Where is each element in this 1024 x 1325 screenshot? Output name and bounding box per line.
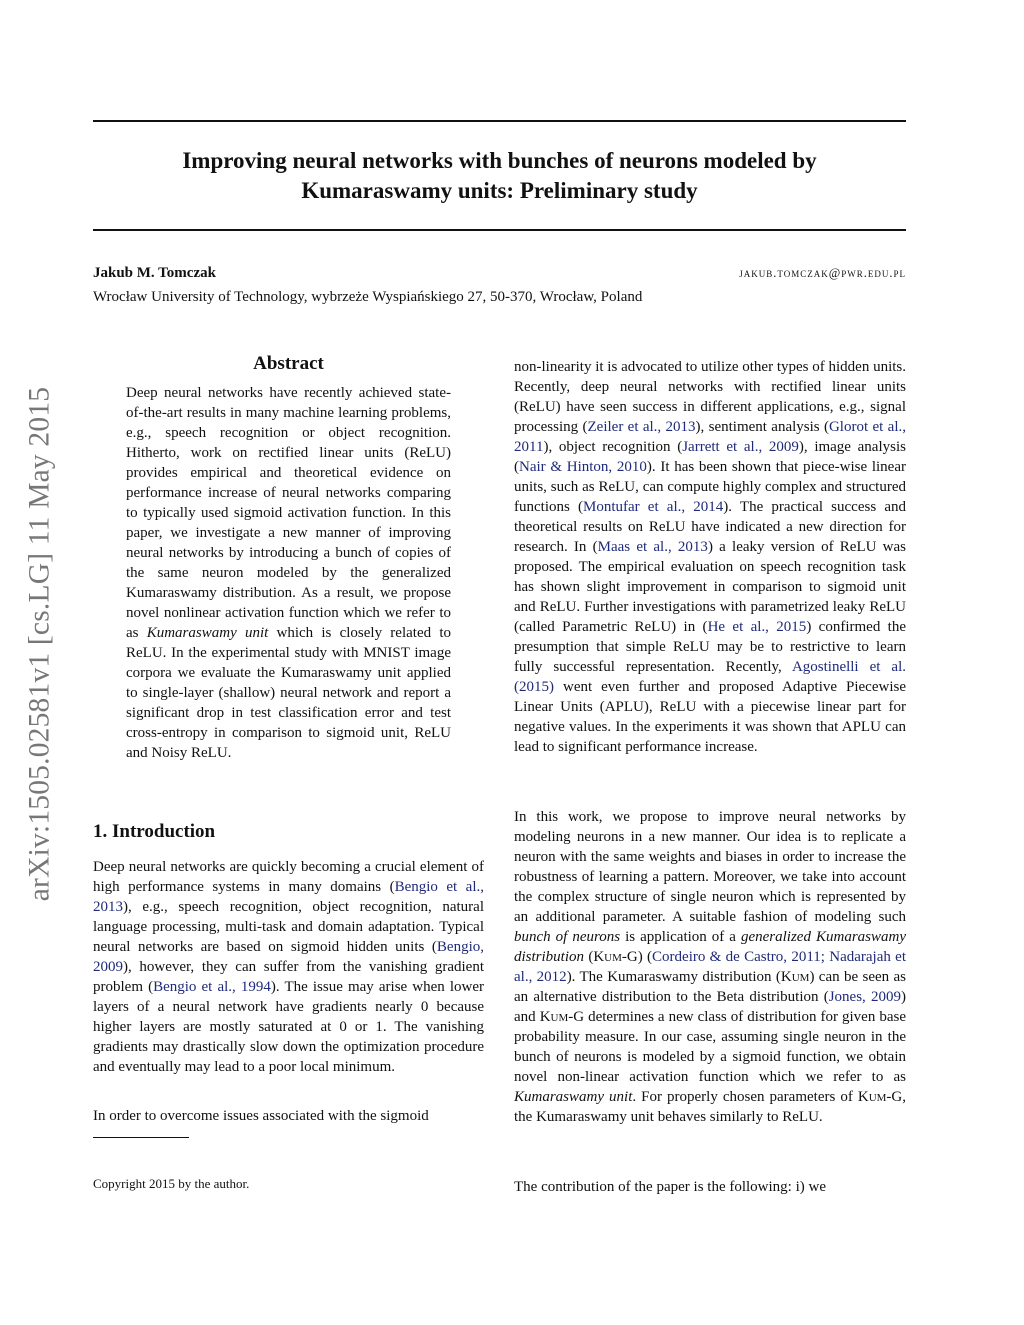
citation-link[interactable]: Cordeiro & de Castro, 2011; Nadarajah et al., 2012 [514,949,907,985]
citation-link[interactable]: Jarrett et al., 2009 [682,439,799,455]
paper-title [93,146,906,206]
right-paragraph-2: In this work, we propose to improve neural networks by modeling neurons in a new manner. Our idea is to replicate a neuron with the same weights and biases in order to increase the robustness of learning a pattern. Moreover, we take into account the complex structure of single neuron which is represented by an additional parameter. A suitable fashion of modeling such bunch of neurons is application of a generalized Kumaraswamy distribution (Kum-G) (Cordeiro & de Castro, 2011; Nadarajah et al., 2012). The Kumaraswamy distribution (Kum) can be seen as an alternative distribution to the Beta distribution (Jones, 2009) and Kum-G determines a new class of distribution for given base probability measure. In our case, assuming single neuron in the bunch of neurons is modeled by a sigmoid function, we obtain novel non-linear activation function which we refer to as Kumaraswamy unit. For properly chosen parameters of Kum-G, the Kumaraswamy unit behaves similarly to ReLU. [514,809,907,1125]
author-email: jakub.tomczak@pwr.edu.pl [739,266,906,280]
arxiv-identifier: arXiv:1505.02581v1 [cs.LG] 11 May 2015 [23,386,56,902]
citation-link[interactable]: He et al., 2015 [707,619,807,635]
citation-link[interactable]: Jones, 2009 [828,989,901,1005]
author-name: Jakub M. Tomczak [93,265,216,281]
title-line-1: Improving neural networks with bunches of neurons modeled by [182,148,817,173]
section-heading-introduction: 1. Introduction [93,821,216,842]
title-bottom-rule [93,229,906,231]
title-line-2: Kumaraswamy units: Preliminary study [301,178,698,203]
top-rule [93,120,906,122]
citation-link[interactable]: Bengio et al., 1994 [153,979,271,995]
copyright-notice: Copyright 2015 by the author. [93,1176,250,1191]
citation-link[interactable]: Bengio, 2009 [93,939,484,975]
citation-link[interactable]: Glorot et al., 2011 [514,419,906,455]
footnote-rule [93,1137,189,1138]
abstract-heading: Abstract [253,353,324,374]
citation-link[interactable]: Montufar et al., 2014 [582,499,724,515]
right-paragraph-3: The contribution of the paper is the following: i) we [514,1179,827,1195]
right-paragraph-1: non-linearity it is advocated to utilize other types of hidden units. Recently, deep neural networks with rectified linear units (ReLU) have seen success in different applications, e.g., signal processing (Zeiler et al., 2013), sentiment analysis (Glorot et al., 2011), object recognition (Jarrett et al., 2009), image analysis (Nair & Hinton, 2010). It has been shown that piece-wise linear units, such as ReLU, can compute highly complex and structured functions (Montufar et al., 2014). The practical success and theoretical results on ReLU have indicated a new direction for research. In (Maas et al., 2013) a leaky version of ReLU was proposed. The empirical evaluation on speech recognition task has shown slight improvement in comparison to sigmoid unit and ReLU. Further investigations with parametrized leaky ReLU (called Parametric ReLU) in (He et al., 2015) confirmed the presumption that simple ReLU may be to restrictive to learn fully successful representation. Recently, Agostinelli et al. (2015) went even further and proposed Adaptive Piecewise Linear Units (APLU), ReLU with a piecewise linear part for negative values. In the experiments it was shown that APLU can lead to significant performance increase. [514,359,907,755]
intro-paragraph-2: In order to overcome issues associated with the sigmoid [93,1108,429,1124]
citation-link[interactable]: Zeiler et al., 2013 [587,419,696,435]
abstract-body: Deep neural networks have recently achieved state-of-the-art results in many machine learning problems, e.g., speech recognition or object recognition. Hitherto, work on rectified linear units (ReLU) provides empirical and theoretical evidence on performance increase of neural networks comparing to typically used sigmoid activation function. In this paper, we investigate a new manner of improving neural networks by introducing a bunch of copies of the same neuron modeled by the generalized Kumaraswamy distribution. As a result, we propose novel nonlinear activation function which we refer to as Kumaraswamy unit which is closely related to ReLU. In the experimental study with MNIST image corpora we evaluate the Kumaraswamy unit applied to single-layer (shallow) neural network and report a significant drop in test classification error and test cross-entropy in comparison to sigmoid unit, ReLU and Noisy ReLU. [126,385,451,761]
abstract-emphasis: Kumaraswamy unit [146,625,269,641]
author-affiliation: Wrocław University of Technology, wybrzeże Wyspiańskiego 27, 50-370, Wrocław, Poland [93,289,643,305]
citation-link[interactable]: Bengio et al., 2013 [93,879,484,915]
arxiv-stamp [10,346,70,942]
intro-paragraph-1: Deep neural networks are quickly becoming a crucial element of high performance systems in many domains (Bengio et al., 2013), e.g., speech recognition, object recognition, natural language processing, multi-task and domain adaptation. Typical neural networks are based on sigmoid hidden units (Bengio, 2009), however, they can suffer from the vanishing gradient problem (Bengio et al., 1994). The issue may arise when lower layers of a neural network have gradients nearly 0 because higher layers are mostly saturated at 0 or 1. The vanishing gradients may drastically slow down the optimization procedure and eventually may lead to a poor local minimum. [93,859,485,1075]
citation-link[interactable]: Agostinelli et al. (2015) [514,659,906,695]
citation-link[interactable]: Nair & Hinton, 2010 [519,459,647,475]
citation-link[interactable]: Maas et al., 2013 [597,539,708,555]
